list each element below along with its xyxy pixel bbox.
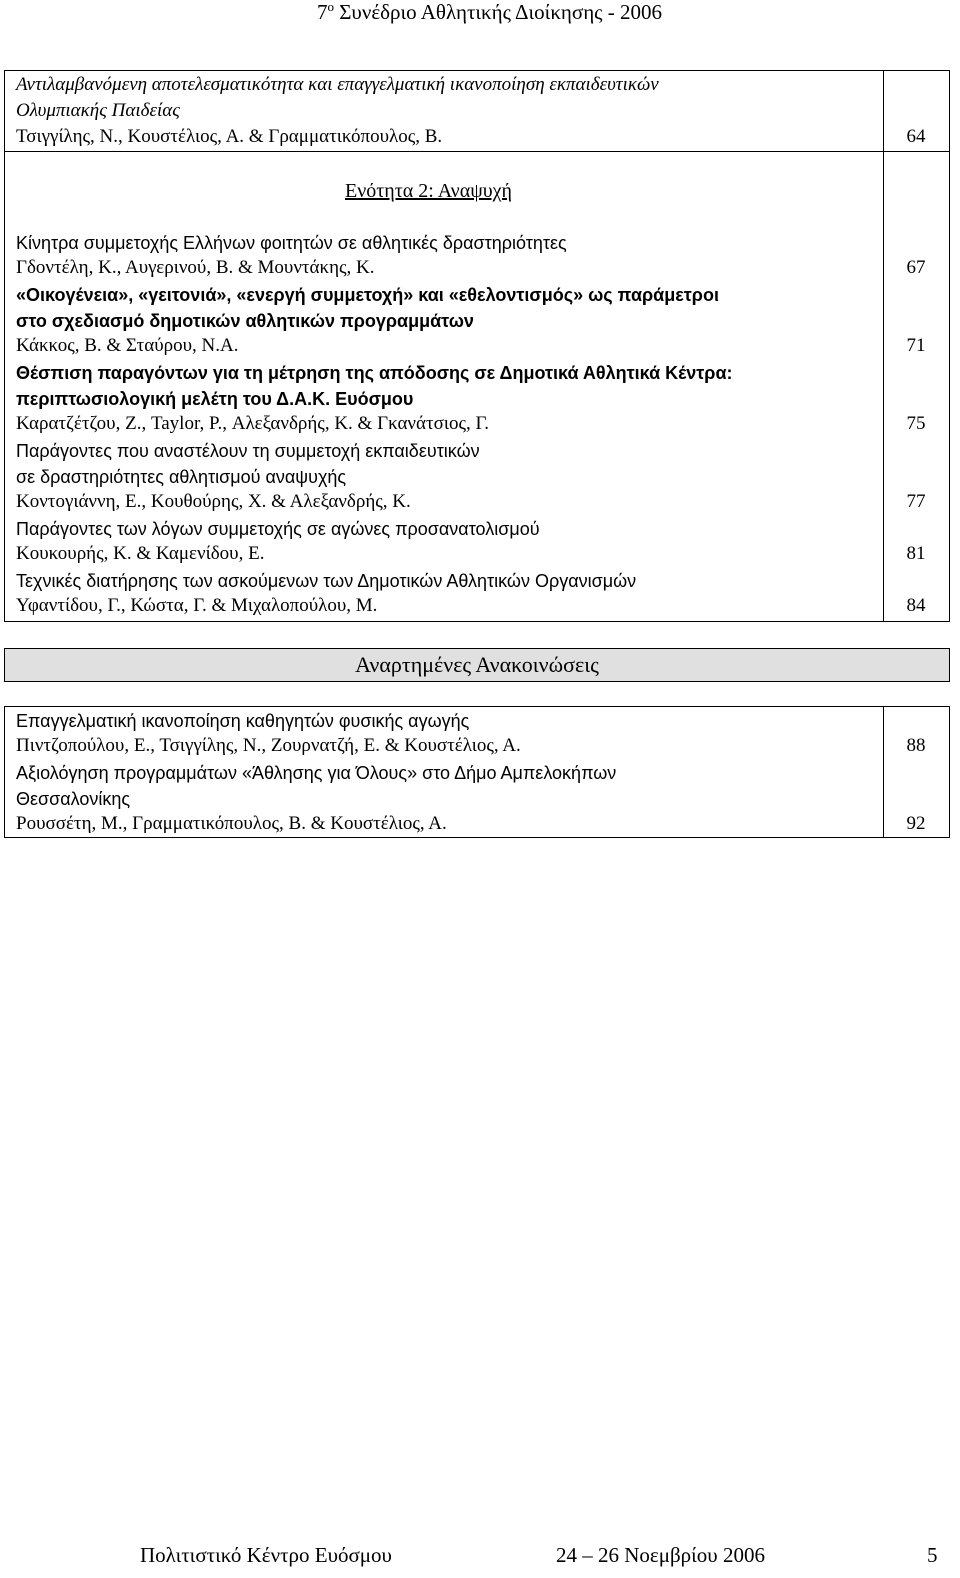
entry-page-number: 64 [906,126,926,147]
entry-authors: Κοντογιάννη, Ε., Κουθούρης, Χ. & Αλεξανδρής, Κ. [16,491,411,512]
entry-page-number: 75 [906,413,926,434]
footer-venue: Πολιτιστικό Κέντρο Ευόσμου [140,1543,392,1567]
entry-authors: Πιντζοπούλου, Ε., Τσιγγίλης, Ν., Ζουρνατζή, Ε. & Κουστέλιος, Α. [16,735,521,756]
entry-title-line: Ολυμπιακής Παιδείας [16,100,180,121]
header-text [317,0,662,24]
entry-title-line: Θεσσαλονίκης [16,789,131,809]
contents-table-2 [4,706,950,838]
footer-page-number: 5 [927,1543,938,1567]
entry-authors: Τσιγγίλης, Ν., Κουστέλιος, Α. & Γραμματικόπουλος, Β. [16,126,443,147]
entry-page-number: 71 [906,335,926,356]
entry-title-line: Κίνητρα συμμετοχής Ελλήνων φοιτητών σε αθλητικές δραστηριότητες [16,233,567,253]
footer-dates: 24 – 26 Νοεμβρίου 2006 [556,1543,765,1567]
entry-authors: Κάκκος, Β. & Σταύρου, Ν.Α. [16,335,239,356]
entry-authors: Ρουσσέτη, Μ., Γραμματικόπουλος, Β. & Κουστέλιος, Α. [16,813,447,834]
entry-title-line: Θέσπιση παραγόντων για τη μέτρηση της απόδοσης σε Δημοτικά Αθλητικά Κέντρα: [16,363,733,383]
entry-title-line: Παράγοντες των λόγων συμμετοχής σε αγώνες προσανατολισμού [16,519,540,539]
contents-table-1 [4,70,950,622]
entry-title-line: Αντιλαμβανόμενη αποτελεσματικότητα και επαγγελματική ικανοποίηση εκπαιδευτικών [16,74,659,95]
entry-title-line: Επαγγελματική ικανοποίηση καθηγητών φυσικής αγωγής [16,711,470,731]
section-heading: Ενότητα 2: Αναψυχή [345,180,512,202]
header-rest: Συνέδριο Αθλητικής Διοίκησης - 2006 [333,0,662,24]
entry-page-number: 84 [906,595,926,616]
posters-banner: Αναρτημένες Ανακοινώσεις [4,648,950,682]
entry-title-line: περιπτωσιολογική μελέτη του Δ.Α.Κ. Ευόσμου [16,389,414,409]
entry-title-line: «Οικογένεια», «γειτονιά», «ενεργή συμμετοχή» και «εθελοντισμός» ως παράμετροι [16,285,719,305]
entry-authors: Καρατζέτζου, Ζ., Taylor, P., Αλεξανδρής, Κ. & Γκανάτσιος, Γ. [16,413,489,434]
entry-title-line: Τεχνικές διατήρησης των ασκούμενων των Δημοτικών Αθλητικών Οργανισμών [16,571,637,591]
entry-page-number: 92 [906,813,926,834]
entry-authors: Γδοντέλη, Κ., Αυγερινού, Β. & Μουντάκης, Κ. [16,257,375,278]
entry-page-number: 77 [906,491,926,512]
entry-title-line: στο σχεδιασμό δημοτικών αθλητικών προγραμμάτων [16,311,474,331]
running-header [0,0,960,24]
entry-page-number: 81 [906,543,926,564]
header-superscript: ο [327,0,334,14]
entry-title-line: Παράγοντες που αναστέλουν τη συμμετοχή εκπαιδευτικών [16,441,480,461]
entry-page-number: 67 [906,257,926,278]
entry-page-number: 88 [906,735,926,756]
entry-authors: Υφαντίδου, Γ., Κώστα, Γ. & Μιχαλοπούλου, Μ. [16,595,378,616]
entry-authors: Κουκουρής, Κ. & Καμενίδου, Ε. [16,543,265,564]
row-divider [5,151,949,152]
entry-title-line: σε δραστηριότητες αθλητισμού αναψυχής [16,467,347,487]
header-prefix: 7 [316,0,328,24]
entry-title-line: Αξιολόγηση προγραμμάτων «Άθλησης για Όλους» στο Δήμο Αμπελοκήπων [16,763,617,783]
